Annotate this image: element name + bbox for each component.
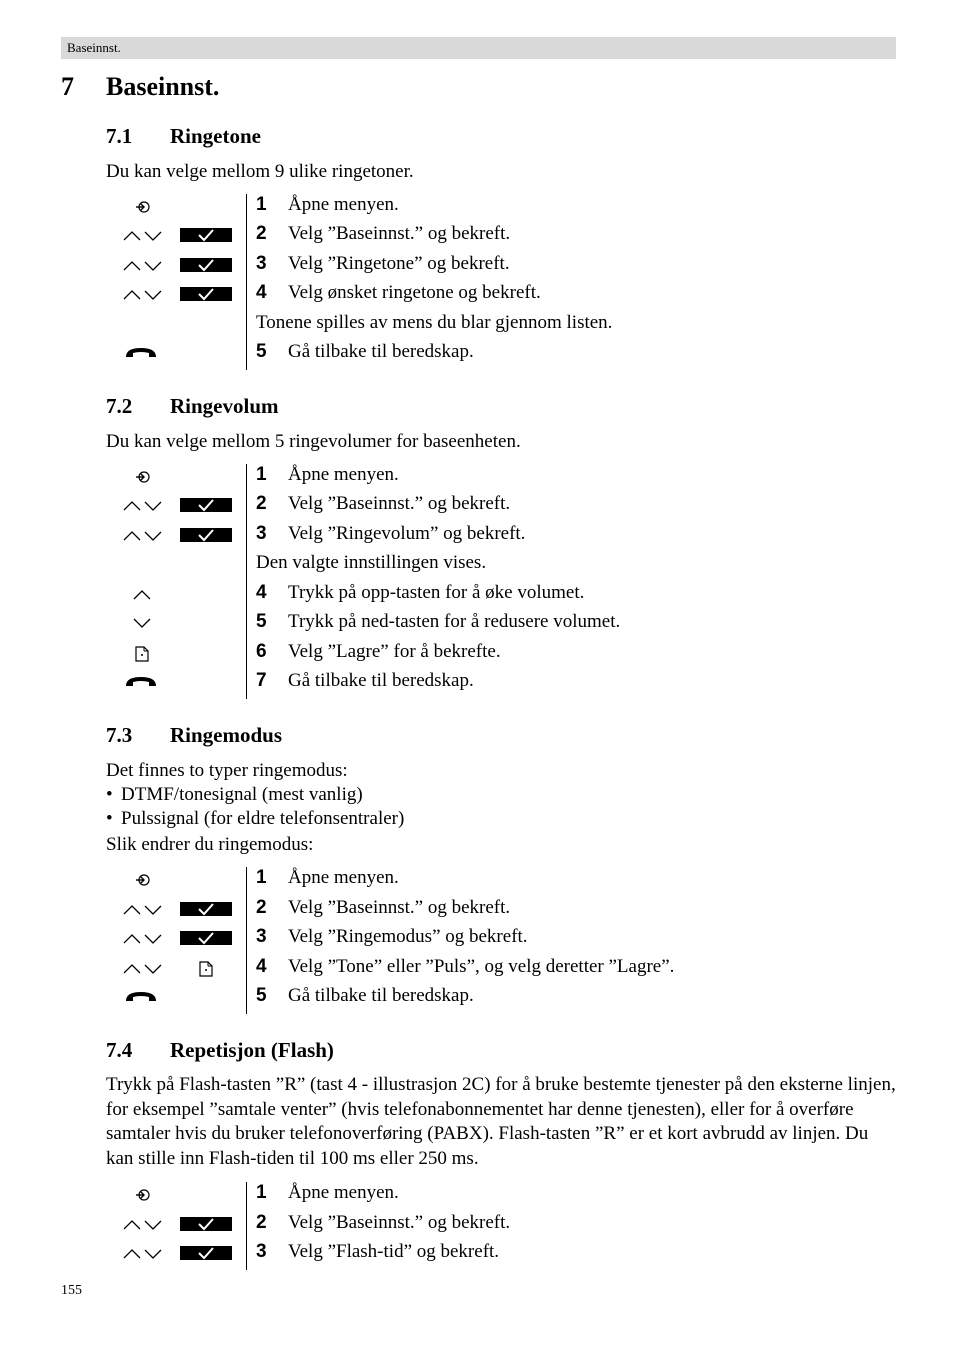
step-divider [246,464,247,699]
step-number: 3 [256,926,267,947]
step-text: Velg ”Tone” eller ”Puls”, og velg deretter ”Lagre”. [288,956,675,977]
step-text: Gå tilbake til beredskap. [288,985,474,1006]
step-text: Trykk på ned-tasten for å redusere volumet. [288,611,621,632]
step-text: Velg ønsket ringetone og bekreft. [288,282,541,303]
step-divider [246,867,247,1014]
step-text: Velg ”Lagre” for å bekrefte. [288,641,501,662]
step-number: 7 [256,670,267,691]
confirm-key-icon [180,902,232,921]
step-text: Åpne menyen. [288,464,399,485]
step-text: Gå tilbake til beredskap. [288,341,474,362]
up-down-arrows-icon [122,527,164,548]
down-arrow-icon [132,616,152,635]
section-number: 7.3 [106,723,133,747]
section-outro: Slik endrer du ringemodus: [106,834,314,855]
bullet-marker: • [106,784,113,805]
menu-icon [134,198,152,221]
confirm-key-icon [180,1217,232,1236]
step-number: 2 [256,493,267,514]
section-intro: Det finnes to typer ringemodus: [106,760,348,781]
step-number: 2 [256,1212,267,1233]
save-icon [199,961,213,982]
step-number: 1 [256,464,267,485]
section-title: Ringevolum [170,394,279,418]
up-down-arrows-icon [122,901,164,922]
step-divider [246,194,247,370]
menu-icon [134,468,152,491]
step-text: Velg ”Ringevolum” og bekreft. [288,523,526,544]
hang-up-icon [124,346,158,365]
step-number: 1 [256,1182,267,1203]
up-arrow-icon [132,587,152,606]
up-down-arrows-icon [122,286,164,307]
section-number: 7.4 [106,1038,133,1062]
hang-up-icon [124,990,158,1009]
step-note: Tonene spilles av mens du blar gjennom listen. [256,312,613,333]
bullet-marker: • [106,808,113,829]
step-number: 3 [256,253,267,274]
running-header-title: Baseinnst. [67,40,121,55]
section-title: Repetisjon (Flash) [170,1038,334,1062]
page-number: 155 [61,1283,82,1298]
confirm-key-icon [180,931,232,950]
step-number: 4 [256,582,267,603]
up-down-arrows-icon [122,930,164,951]
up-down-arrows-icon [122,1216,164,1237]
step-number: 1 [256,867,267,888]
step-divider [246,1182,247,1270]
step-number: 3 [256,1241,267,1262]
bullet-item: DTMF/tonesignal (mest vanlig) [121,784,363,805]
save-icon [135,646,149,667]
chapter-number: 7 [61,72,74,101]
step-text: Velg ”Baseinnst.” og bekreft. [288,897,511,918]
confirm-key-icon [180,498,232,517]
menu-icon [134,871,152,894]
confirm-key-icon [180,228,232,247]
step-number: 2 [256,223,267,244]
menu-icon [134,1186,152,1209]
confirm-key-icon [180,528,232,547]
bullet-item: Pulssignal (for eldre telefonsentraler) [121,808,405,829]
step-number: 4 [256,956,267,977]
step-text: Velg ”Flash-tid” og bekreft. [288,1241,500,1262]
confirm-key-icon [180,258,232,277]
section-title: Ringetone [170,124,261,148]
step-text: Trykk på opp-tasten for å øke volumet. [288,582,585,603]
step-text: Velg ”Baseinnst.” og bekreft. [288,1212,511,1233]
step-text: Gå tilbake til beredskap. [288,670,474,691]
step-number: 5 [256,985,267,1006]
section-title: Ringemodus [170,723,283,747]
section-intro: Du kan velge mellom 9 ulike ringetoner. [106,161,414,182]
up-down-arrows-icon [122,1245,164,1266]
running-header [61,37,896,59]
section-intro: Trykk på Flash-tasten ”R” (tast 4 - illustrasjon 2C) for å bruke bestemte tjenester på den eksterne linjen, for eksempel ”samtale venter” (hvis telefonabonnementet har denne tjenesten), eller for å overføre samtaler hvis du bruker telefonoverføring (PABX). Flash-tasten ”R” er et kort avbrudd av linjen. Du kan stille inn Flash-tiden til 100 ms eller 250 ms. [106,1074,896,1169]
step-text: Velg ”Ringemodus” og bekreft. [288,926,528,947]
up-down-arrows-icon [122,497,164,518]
step-number: 5 [256,611,267,632]
chapter-title: Baseinnst. [106,72,220,101]
up-down-arrows-icon [122,257,164,278]
step-number: 6 [256,641,267,662]
up-down-arrows-icon [122,960,164,981]
section-intro: Du kan velge mellom 5 ringevolumer for baseenheten. [106,431,521,452]
confirm-key-icon [180,1246,232,1265]
step-text: Åpne menyen. [288,194,399,215]
confirm-key-icon [180,287,232,306]
step-number: 2 [256,897,267,918]
step-text: Åpne menyen. [288,867,399,888]
step-number: 5 [256,341,267,362]
step-number: 4 [256,282,267,303]
step-text: Velg ”Baseinnst.” og bekreft. [288,493,511,514]
step-text: Velg ”Baseinnst.” og bekreft. [288,223,511,244]
step-number: 1 [256,194,267,215]
hang-up-icon [124,675,158,694]
step-text: Åpne menyen. [288,1182,399,1203]
section-number: 7.2 [106,394,133,418]
step-number: 3 [256,523,267,544]
step-text: Velg ”Ringetone” og bekreft. [288,253,510,274]
section-number: 7.1 [106,124,133,148]
step-note: Den valgte innstillingen vises. [256,552,487,573]
up-down-arrows-icon [122,227,164,248]
